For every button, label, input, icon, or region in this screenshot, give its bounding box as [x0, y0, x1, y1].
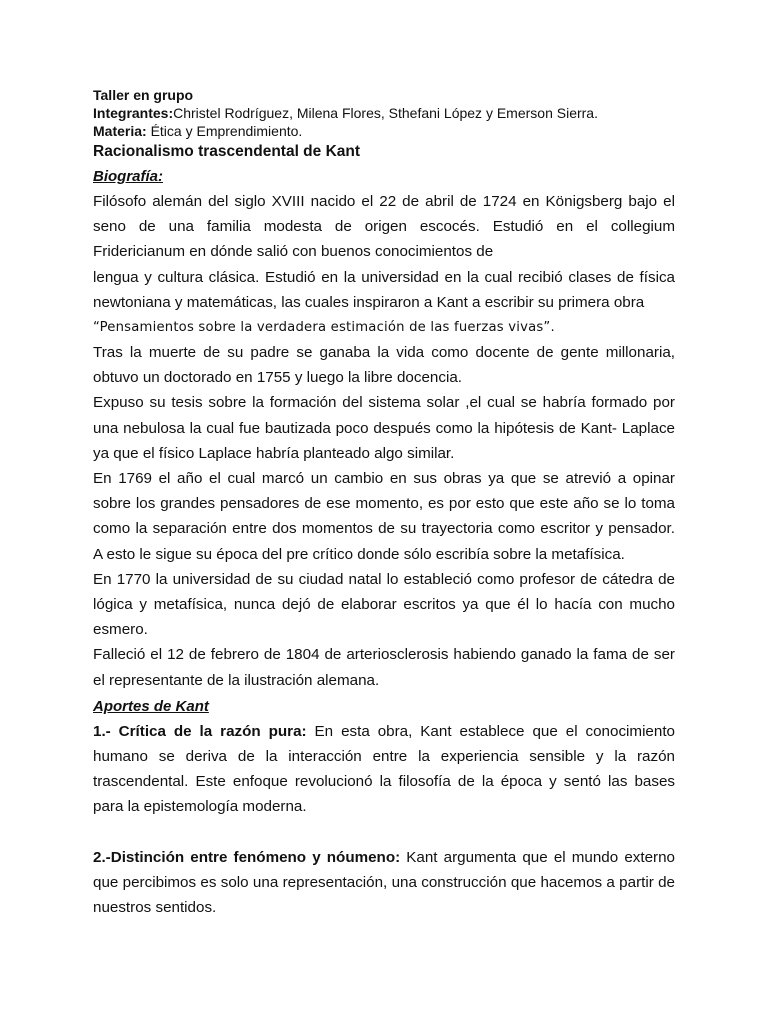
materia-value: Ética y Emprendimiento. — [146, 123, 303, 139]
aporte-2-label: 2.-Distinción entre fenómeno y nóumeno: — [93, 848, 401, 866]
taller-label: Taller en grupo — [93, 87, 194, 103]
integrantes-value: Christel Rodríguez, Milena Flores, Sthefani López y Emerson Sierra. — [173, 105, 598, 121]
paragraph-spacer — [93, 820, 675, 845]
header-line-integrantes — [93, 104, 675, 122]
biografia-paragraph-6: En 1770 la universidad de su ciudad natal lo estableció como profesor de cátedra de lógica y metafísica, nunca dejó de elaborar escritos ya que él lo hacía con mucho esmero. — [93, 570, 675, 639]
header-line-taller — [93, 86, 675, 104]
aporte-1-label: 1.- Crítica de la razón pura: — [93, 722, 307, 740]
integrantes-label: Integrantes: — [93, 105, 174, 121]
biografia-paragraph-5: En 1769 el año el cual marcó un cambio en sus obras ya que se atrevió a opinar sobre los grandes pensadores de ese momento, es por esto que este año se lo toma como la separación entre dos momentos de su trayectoria como escritor y pensador. A esto le sigue su época del pre crítico donde sólo escribía sobre la metafísica. — [93, 470, 675, 563]
materia-label: Materia: — [93, 123, 147, 139]
biografia-paragraph-7: Falleció el 12 de febrero de 1804 de arteriosclerosis habiendo ganado la fama de ser el representante de la ilustración alemana. — [93, 646, 675, 689]
aporte-item-2 — [93, 845, 675, 921]
biografia-paragraph-3: Tras la muerte de su padre se ganaba la vida como docente de gente millonaria, obtuvo un doctorado en 1755 y luego la libre docencia. — [93, 344, 675, 387]
biografia-paragraph-2: lengua y cultura clásica. Estudió en la universidad en la cual recibió clases de física newtoniana y matemáticas, las cuales inspiraron a Kant a escribir su primera obra — [93, 268, 675, 311]
aporte-1-text: En esta obra, Kant establece que el conocimiento humano se deriva de la interacción entre la experiencia sensible y la razón trascendental. Este enfoque revolucionó la filosofía de la época y sentó las bases para la epistemología moderna. — [93, 722, 675, 816]
biografia-paragraph-1: Filósofo alemán del siglo XVIII nacido el 22 de abril de 1724 en Königsberg bajo el seno de una familia modesta de origen escocés. Estudió en el collegium Fridericianum en dónde salió con buenos conocimientos de — [93, 193, 675, 261]
biografia-paragraph-4: Expuso su tesis sobre la formación del sistema solar ,el cual se habría formado por una nebulosa la cual fue bautizada poco después como la hipótesis de Kant- Laplace ya que el físico Laplace habría planteado algo similar. — [93, 394, 675, 462]
obra-quote: “Pensamientos sobre la verdadera estimación de las fuerzas vivas”. — [93, 320, 555, 336]
document-title: Racionalismo trascendental de Kant — [93, 143, 361, 160]
header-line-materia — [93, 122, 675, 140]
aporte-item-1 — [93, 719, 675, 820]
biografia-heading: Biografía: — [93, 168, 164, 185]
document-content — [93, 86, 675, 920]
aportes-heading: Aportes de Kant — [93, 697, 209, 715]
aporte-2-text: Kant argumenta que el mundo externo que percibimos es solo una representación, una construcción que hacemos a partir de nuestros sentidos. — [93, 848, 675, 917]
